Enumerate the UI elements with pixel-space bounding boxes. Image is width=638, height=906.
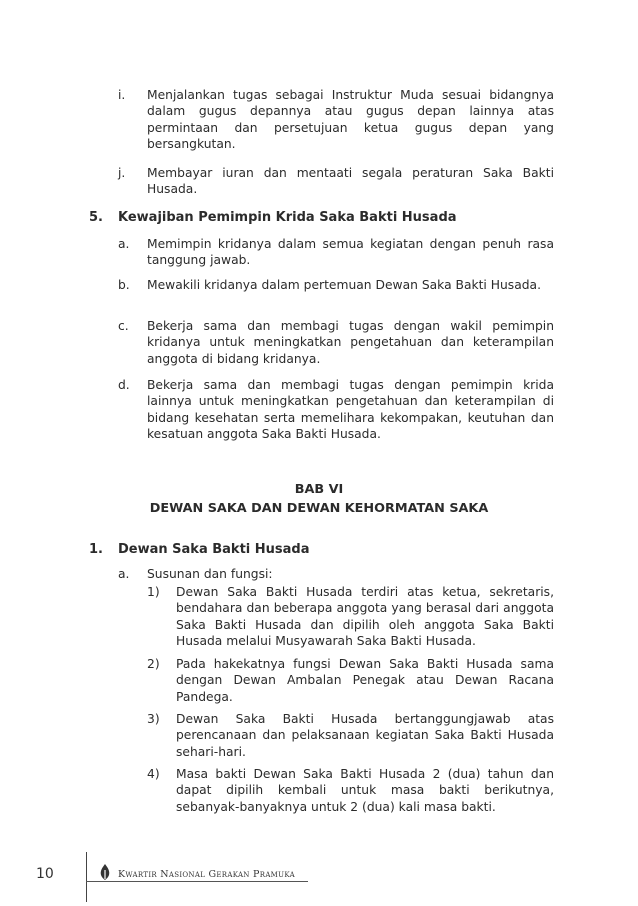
list-item-text: Mewakili kridanya dalam pertemuan Dewan Saka Bakti Husada. — [147, 278, 541, 292]
chapter-title: DEWAN SAKA DAN DEWAN KEHORMATAN SAKA — [149, 501, 489, 516]
footer-organization: Kwartir Nasional Gerakan Pramuka — [118, 869, 295, 880]
section-number: 5. — [89, 210, 103, 225]
section-title: Dewan Saka Bakti Husada — [118, 542, 310, 557]
section-number: 1. — [89, 542, 103, 557]
list-marker: a. — [118, 567, 130, 581]
list-marker: 3) — [147, 712, 160, 726]
list-item-text: Memimpin kridanya dalam semua kegiatan dengan penuh rasa tanggung jawab. — [147, 237, 554, 268]
list-marker: i. — [118, 88, 126, 102]
list-item-text: Pada hakekatnya fungsi Dewan Saka Bakti Husada sama dengan Dewan Ambalan Penegak atau Dewan Racana Pandega. — [176, 657, 554, 704]
list-marker: a. — [118, 237, 130, 251]
list-item-text: Bekerja sama dan membagi tugas dengan wakil pemimpin kridanya untuk meningkatkan pengetahuan dan keterampilan anggota di bidang kridanya. — [147, 319, 554, 366]
section-title: Kewajiban Pemimpin Krida Saka Bakti Husada — [118, 210, 457, 225]
list-marker: 2) — [147, 657, 160, 671]
chapter-label: BAB VI — [294, 482, 344, 497]
list-marker: 4) — [147, 767, 160, 781]
scout-emblem-icon — [96, 862, 114, 882]
list-item-text: Menjalankan tugas sebagai Instruktur Muda sesuai bidangnya dalam gugus depannya atau gugus depan lainnya atas permintaan dan persetujuan ketua gugus depan yang bersangkutan. — [147, 88, 554, 152]
list-marker: c. — [118, 319, 129, 333]
list-marker: 1) — [147, 585, 160, 599]
list-item-text: Susunan dan fungsi: — [147, 567, 273, 581]
list-item-text: Masa bakti Dewan Saka Bakti Husada 2 (dua) tahun dan dapat dipilih kembali untuk masa bakti berikutnya, sebanyak-banyaknya untuk 2 (dua) kali masa bakti. — [176, 767, 554, 814]
footer-divider — [86, 852, 87, 902]
page-number: 10 — [36, 866, 54, 882]
list-item-text: Bekerja sama dan membagi tugas dengan pemimpin krida lainnya untuk meningkatkan pengetahuan dan keterampilan di bidang kesehatan serta memelihara kekompakan, keutuhan dan kesatuan anggota Saka Bakti Husada. — [147, 378, 554, 442]
list-marker: d. — [118, 378, 130, 392]
list-item-text: Dewan Saka Bakti Husada bertanggungjawab atas perencanaan dan pelaksanaan kegiatan Saka Bakti Husada sehari-hari. — [176, 712, 554, 759]
list-marker: b. — [118, 278, 130, 292]
list-item-text: Dewan Saka Bakti Husada terdiri atas ketua, sekretaris, bendahara dan beberapa anggota yang berasal dari anggota Saka Bakti Husada dan dipilih oleh anggota Saka Bakti Husada melalui Musyawarah Saka Bakti Husada. — [176, 585, 554, 649]
footer-underline — [86, 881, 308, 882]
list-marker: j. — [118, 166, 126, 180]
list-item-text: Membayar iuran dan mentaati segala peraturan Saka Bakti Husada. — [147, 166, 554, 197]
